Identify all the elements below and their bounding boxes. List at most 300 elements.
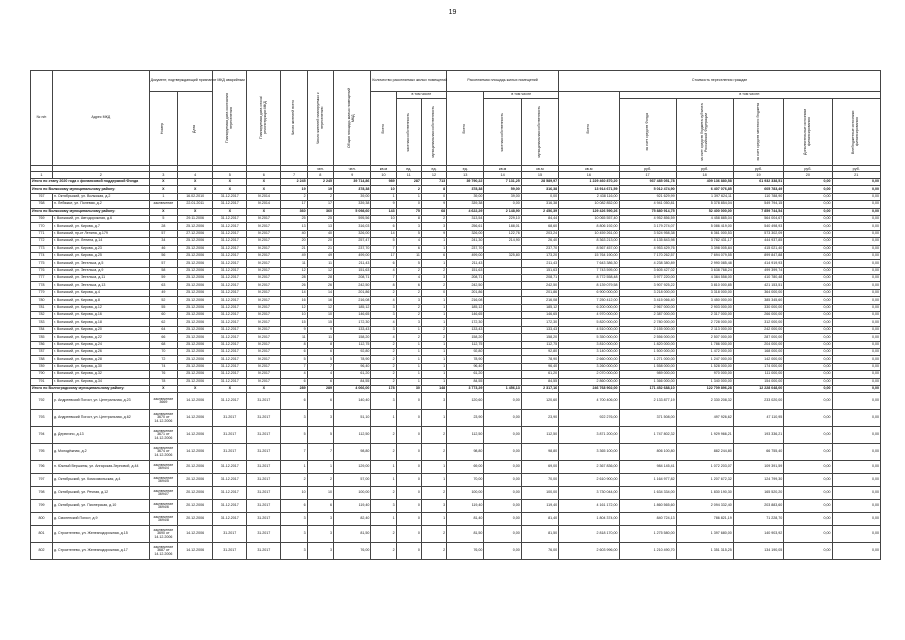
table-cell: заключение 3674 от 14.12.2006 bbox=[149, 444, 178, 461]
table-cell: 794 bbox=[31, 427, 53, 444]
table-cell: 3 bbox=[421, 393, 446, 410]
table-cell: 31.12.2017 bbox=[213, 282, 247, 289]
table-cell: 4 bbox=[371, 334, 396, 341]
table-cell: 193 336,21 bbox=[733, 427, 784, 444]
table-cell: 364 000,00 bbox=[733, 289, 784, 296]
table-cell: 0 bbox=[396, 513, 421, 526]
table-cell: 2 bbox=[421, 267, 446, 274]
table-row bbox=[31, 215, 881, 222]
header-rooms-group: Количество расселяемых жилых помещений bbox=[371, 71, 447, 92]
table-cell: 1 bbox=[307, 461, 333, 474]
table-cell: 1 528 000,00 bbox=[676, 363, 733, 370]
table-cell: 25.12.2006 bbox=[178, 223, 213, 230]
table-cell: 4 238 380,89 bbox=[619, 260, 676, 267]
table-cell: 34 bbox=[149, 238, 178, 245]
table-cell: 20 bbox=[307, 238, 333, 245]
table-cell: 31.2017 bbox=[213, 444, 247, 461]
table-cell: 20.12.2006 bbox=[178, 487, 213, 500]
table-cell: 178 bbox=[371, 385, 396, 392]
table-cell: 27.12.2006 bbox=[178, 230, 213, 237]
table-cell: 3 bbox=[396, 319, 421, 326]
table-row bbox=[31, 223, 881, 230]
table-cell: 0,00 bbox=[784, 526, 832, 543]
table-cell: 140 903,92 bbox=[733, 526, 784, 543]
table-cell: 1 558 000,00 bbox=[619, 363, 676, 370]
table-cell: заключение 3694/8 bbox=[149, 513, 178, 526]
table-cell bbox=[484, 341, 521, 348]
table-cell: г. Волжский, ул. Энгельса, д.9 bbox=[52, 267, 149, 274]
table-cell: 2 bbox=[371, 444, 396, 461]
table-cell: 61,20 bbox=[521, 371, 558, 378]
table-cell: 4 941 050,81 bbox=[619, 201, 676, 208]
table-cell: IV.2017 bbox=[247, 260, 281, 267]
table-cell: 211,43 bbox=[447, 260, 484, 267]
table-cell: 2 818 170,00 bbox=[559, 526, 619, 543]
table-cell: 1 bbox=[396, 371, 421, 378]
table-cell: 59 bbox=[149, 275, 178, 282]
table-cell: 989 000,00 bbox=[619, 371, 676, 378]
table-cell: 339,38 bbox=[447, 201, 484, 208]
table-cell bbox=[484, 260, 521, 267]
table-cell: 14.12.2006 bbox=[178, 410, 213, 427]
table-row bbox=[31, 410, 881, 427]
table-cell: 49 bbox=[149, 289, 178, 296]
table-cell: X bbox=[178, 179, 213, 186]
table-cell: IV.2017 bbox=[247, 363, 281, 370]
table-cell: 14.12.2006 bbox=[178, 393, 213, 410]
table-cell: 791 bbox=[31, 378, 53, 385]
table-cell: 1 229 460 870,20 bbox=[559, 179, 619, 186]
table-cell: 1 275 580,00 bbox=[619, 526, 676, 543]
table-cell: 158,20 bbox=[334, 334, 371, 341]
table-row bbox=[31, 260, 881, 267]
table-cell: 246 768 902,00 bbox=[559, 385, 619, 392]
table-cell: 1 634 334,00 bbox=[619, 487, 676, 500]
table-cell: IV.2017 bbox=[247, 245, 281, 252]
table-cell: г. Волжский, ул. Кирова, д.34 bbox=[52, 378, 149, 385]
table-cell: г. Волжский, ул. Кирова, д.18 bbox=[52, 319, 149, 326]
table-cell: 31.2017 bbox=[247, 500, 281, 513]
table-cell: 0,00 bbox=[784, 393, 832, 410]
table-cell: 2 bbox=[396, 304, 421, 311]
table-cell: 1 bbox=[421, 245, 446, 252]
table-cell: п. Южный Вершины, ул. Ангарская-Зерновой, д.44 bbox=[52, 461, 149, 474]
table-cell: 0,00 bbox=[832, 543, 880, 560]
table-cell: 0,00 bbox=[784, 245, 832, 252]
column-number-cell: 6 bbox=[247, 172, 281, 179]
table-cell: 0,00 bbox=[832, 487, 880, 500]
table-cell: 19 bbox=[307, 186, 333, 193]
table-cell: 242 000,00 bbox=[733, 326, 784, 333]
unit-cell: чел. bbox=[334, 166, 371, 172]
table-cell: д. Андреевский Погост, ул. Центральная, д.62 bbox=[52, 410, 149, 427]
table-cell: Итого по Волжскому муниципальному району: bbox=[31, 208, 150, 215]
table-cell bbox=[484, 356, 521, 363]
table-cell: 1 bbox=[421, 312, 446, 319]
table-row bbox=[31, 461, 881, 474]
table-cell: 786 bbox=[31, 341, 53, 348]
table-cell: 1 472 000,00 bbox=[676, 348, 733, 355]
table-cell: 5 bbox=[307, 427, 333, 444]
table-cell: 158,20 bbox=[521, 334, 558, 341]
unit-cell: ед. bbox=[421, 166, 446, 172]
table-cell: 444 937,85 bbox=[733, 238, 784, 245]
table-cell: 5 350 000,00 bbox=[559, 334, 619, 341]
table-cell: 31.12.2017 bbox=[213, 267, 247, 274]
table-cell: 16.02.2010 bbox=[178, 193, 213, 200]
table-cell: 0,00 bbox=[784, 179, 832, 186]
table-cell: 3 bbox=[371, 326, 396, 333]
table-cell bbox=[484, 275, 521, 282]
table-cell: г. Волжский, ул. Кирова, д.22 bbox=[52, 334, 149, 341]
table-cell: 5 bbox=[396, 230, 421, 237]
table-cell: 81,50 bbox=[521, 526, 558, 543]
table-cell: 0 bbox=[396, 393, 421, 410]
table-cell: 25.12.2006 bbox=[178, 326, 213, 333]
table-cell: 2 bbox=[371, 289, 396, 296]
table-cell: 5 bbox=[281, 427, 307, 444]
table-cell: д. Строителево, ул. Железнодорожная, д.15 bbox=[52, 526, 149, 543]
table-cell: IV.2017 bbox=[247, 230, 281, 237]
header-no: № п/п bbox=[31, 71, 53, 166]
table-cell: 2 387 000,00 bbox=[619, 312, 676, 319]
table-cell: 31.2017 bbox=[247, 513, 281, 526]
table-cell: 1 340 000,00 bbox=[676, 378, 733, 385]
table-row bbox=[31, 526, 881, 543]
table-cell: 2 bbox=[396, 186, 421, 193]
table-cell: 0,00 bbox=[832, 297, 880, 304]
table-cell: 6 bbox=[371, 260, 396, 267]
table-cell: 0 bbox=[396, 410, 421, 427]
table-cell: 1 207 672,32 bbox=[676, 474, 733, 487]
table-cell: 2 bbox=[421, 526, 446, 543]
table-cell: 1 bbox=[396, 326, 421, 333]
table-cell: 172,30 bbox=[334, 319, 371, 326]
table-row bbox=[31, 267, 881, 274]
table-cell: 0 bbox=[396, 427, 421, 444]
table-cell: 0 bbox=[396, 461, 421, 474]
table-cell: 1 bbox=[396, 193, 421, 200]
table-cell: 1 bbox=[396, 356, 421, 363]
table-cell: 0,00 bbox=[832, 461, 880, 474]
header-people-count: Число жителей всего bbox=[291, 100, 296, 136]
table-cell: 2 bbox=[307, 474, 333, 487]
table-cell: 68 bbox=[421, 208, 446, 215]
table-cell: 371 508,00 bbox=[619, 410, 676, 427]
table-cell: 39 790,22 bbox=[447, 179, 484, 186]
table-cell: 140,40 bbox=[334, 393, 371, 410]
table-cell: 63 bbox=[149, 282, 178, 289]
table-cell: 2 660 000,00 bbox=[559, 356, 619, 363]
table-cell: 790 bbox=[31, 371, 53, 378]
table-cell: 6 bbox=[281, 378, 307, 385]
table-cell: 378,38 bbox=[334, 186, 371, 193]
table-cell: 0,00 bbox=[784, 193, 832, 200]
table-cell: 31.2017 bbox=[247, 444, 281, 461]
table-cell: 316,38 bbox=[521, 201, 558, 208]
table-cell: 2 860 000,00 bbox=[559, 378, 619, 385]
table-cell: 31.12.2017 bbox=[213, 245, 247, 252]
table-cell: 61,20 bbox=[447, 371, 484, 378]
table-cell: 25 bbox=[281, 215, 307, 222]
table-cell: 767 bbox=[31, 193, 53, 200]
table-cell: 7 131,25 bbox=[484, 179, 521, 186]
table-cell: 61 932 338,51 bbox=[733, 179, 784, 186]
table-cell: 25.12.2006 bbox=[178, 371, 213, 378]
table-cell: 10 bbox=[281, 487, 307, 500]
table-cell: 3 bbox=[371, 500, 396, 513]
table-cell: 8 bbox=[396, 215, 421, 222]
table-cell: 0,00 bbox=[484, 444, 521, 461]
table-cell: 6 bbox=[421, 252, 446, 259]
table-cell: 25.12.2006 bbox=[178, 356, 213, 363]
table-cell: 2 bbox=[421, 427, 446, 444]
table-cell: 82,40 bbox=[334, 513, 371, 526]
table-cell: 0,00 bbox=[484, 474, 521, 487]
table-cell: 151,63 bbox=[521, 267, 558, 274]
header-planned-demolition: Планируемая дата сноса/реконструкции МКД bbox=[259, 96, 267, 140]
table-cell: 326,00 bbox=[334, 230, 371, 237]
table-cell: 360 bbox=[281, 208, 307, 215]
table-cell: 39 714,86 bbox=[334, 179, 371, 186]
table-cell: 0,00 bbox=[521, 193, 558, 200]
table-cell: 4 952 856,59 bbox=[619, 215, 676, 222]
unit-cell: ед. bbox=[447, 166, 484, 172]
table-cell: 28 bbox=[307, 275, 333, 282]
table-cell: 31.12.2017 bbox=[213, 193, 247, 200]
table-cell: 4 bbox=[396, 238, 421, 245]
table-cell: 921 629,99 bbox=[619, 193, 676, 200]
header-people-planned: Число жителей планируемых к переселению bbox=[315, 92, 324, 144]
table-cell: 237,70 bbox=[447, 245, 484, 252]
table-cell: 154 000,00 bbox=[733, 378, 784, 385]
table-cell: 2 245 bbox=[281, 179, 307, 186]
table-cell: 2 556 000,00 bbox=[619, 334, 676, 341]
table-cell: 3 638 768,24 bbox=[676, 267, 733, 274]
table-cell: IV.2017 bbox=[247, 267, 281, 274]
table-cell: 0,00 bbox=[784, 223, 832, 230]
table-cell: 6 bbox=[396, 245, 421, 252]
table-cell: 3 bbox=[307, 410, 333, 427]
table-cell: 69,00 bbox=[447, 461, 484, 474]
table-cell: 573 302,09 bbox=[733, 230, 784, 237]
table-cell: 3 140 000,00 bbox=[559, 348, 619, 355]
table-cell: 1 bbox=[396, 341, 421, 348]
table-cell: 57,00 bbox=[334, 474, 371, 487]
table-cell: 10 082 852,00 bbox=[559, 201, 619, 208]
table-cell: 171 452 688,10 bbox=[619, 385, 676, 392]
table-row bbox=[31, 304, 881, 311]
page-number: 19 bbox=[448, 9, 457, 16]
table-cell: 3 179 274,07 bbox=[619, 223, 676, 230]
table-cell: X bbox=[247, 208, 281, 215]
table-cell: 110 788,90 bbox=[733, 193, 784, 200]
table-cell: 3 bbox=[281, 513, 307, 526]
table-cell: 2 148,90 bbox=[484, 208, 521, 215]
table-cell: 1 bbox=[421, 363, 446, 370]
table-cell: 0,00 bbox=[784, 326, 832, 333]
table-cell: 2 bbox=[421, 215, 446, 222]
table-cell: 970 000,00 bbox=[676, 371, 733, 378]
table-row bbox=[31, 289, 881, 296]
unit-cell: ед. bbox=[396, 166, 421, 172]
table-cell: 3 218 000,00 bbox=[619, 289, 676, 296]
table-cell: 0 bbox=[421, 193, 446, 200]
table-cell: 0,00 bbox=[832, 304, 880, 311]
table-cell: 780 bbox=[31, 297, 53, 304]
table-cell: 776 bbox=[31, 267, 53, 274]
table-cell: 6 900 000,00 bbox=[559, 289, 619, 296]
table-cell: 316,38 bbox=[521, 186, 558, 193]
table-cell: 98,80 bbox=[521, 444, 558, 461]
table-cell: 112,75 bbox=[521, 341, 558, 348]
table-cell: 7 bbox=[281, 363, 307, 370]
table-cell: 81,50 bbox=[447, 526, 484, 543]
table-cell: 2 317,16 bbox=[521, 385, 558, 392]
table-cell: 3 260 000,00 bbox=[559, 363, 619, 370]
table-cell: 1 bbox=[421, 319, 446, 326]
table-cell: 20.12.2006 bbox=[178, 513, 213, 526]
header-rooms-municipal: муниципальная собственность bbox=[431, 106, 436, 158]
table-cell: 330 000,00 bbox=[733, 304, 784, 311]
table-cell: 10 bbox=[307, 312, 333, 319]
header-offbudget: Внебюджетные источники финансирования bbox=[851, 110, 860, 154]
table-cell: 111 000,00 bbox=[733, 371, 784, 378]
table-cell: 185,12 bbox=[334, 304, 371, 311]
table-cell: 0,00 bbox=[784, 444, 832, 461]
table-cell: IV.2017 bbox=[247, 319, 281, 326]
table-cell: 3 bbox=[371, 393, 396, 410]
table-cell: 7 250 412,00 bbox=[559, 297, 619, 304]
table-cell: 12 bbox=[281, 267, 307, 274]
table-cell: 0,00 bbox=[784, 252, 832, 259]
table-cell: X bbox=[247, 385, 281, 392]
table-cell: 8 bbox=[371, 282, 396, 289]
table-cell: 5 bbox=[307, 356, 333, 363]
table-cell: 20.12.2006 bbox=[178, 461, 213, 474]
table-cell: 4 970 000,00 bbox=[559, 312, 619, 319]
column-number-cell: 2 bbox=[52, 172, 149, 179]
table-cell: 0,00 bbox=[784, 208, 832, 215]
table-cell: 3 bbox=[421, 223, 446, 230]
table-cell: 158,20 bbox=[447, 334, 484, 341]
table-cell: 0,00 bbox=[832, 334, 880, 341]
table-cell: 409 136 880,58 bbox=[676, 179, 733, 186]
table-cell: 10 459 261,00 bbox=[559, 230, 619, 237]
table-cell bbox=[484, 348, 521, 355]
table-cell: 76,00 bbox=[334, 543, 371, 560]
table-cell: 64 bbox=[149, 326, 178, 333]
table-cell: 98,80 bbox=[334, 444, 371, 461]
unit-cell: руб. bbox=[733, 166, 784, 172]
table-cell: 98,80 bbox=[447, 444, 484, 461]
table-cell: 1 bbox=[421, 304, 446, 311]
table-cell: 96,40 bbox=[334, 363, 371, 370]
table-cell: IV.2017 bbox=[247, 334, 281, 341]
table-cell bbox=[484, 245, 521, 252]
table-cell: 326,00 bbox=[447, 230, 484, 237]
header-additional: Дополнительные источники финансирования bbox=[803, 108, 811, 156]
table-cell: 9 bbox=[371, 201, 396, 208]
table-cell: 4 bbox=[371, 319, 396, 326]
table-cell: 0,00 bbox=[832, 215, 880, 222]
table-cell: 6 bbox=[281, 348, 307, 355]
table-cell: 31.2017 bbox=[247, 487, 281, 500]
table-cell: 57 bbox=[149, 260, 178, 267]
table-cell: 0,00 bbox=[784, 312, 832, 319]
table-cell: 3 977 220,00 bbox=[619, 275, 676, 282]
table-cell: 3 773,29 bbox=[447, 385, 484, 392]
table-cell: 1 bbox=[149, 193, 178, 200]
table-cell: 25.12.2006 bbox=[178, 267, 213, 274]
table-cell: 2 bbox=[307, 193, 333, 200]
table-cell: 1 397 680,00 bbox=[676, 526, 733, 543]
table-cell: 0,00 bbox=[832, 500, 880, 513]
table-cell: 3 365 100,00 bbox=[559, 444, 619, 461]
table-cell: 96,40 bbox=[521, 363, 558, 370]
table-cell: 989 bbox=[371, 179, 396, 186]
table-cell: 0,00 bbox=[832, 289, 880, 296]
table-cell: 564 004,67 bbox=[733, 215, 784, 222]
table-cell: 801 bbox=[31, 526, 53, 543]
table-cell: 0,00 bbox=[832, 393, 880, 410]
table-cell: г. Волжский, ул. Кирова, д.12 bbox=[52, 304, 149, 311]
table-cell: 806 100,80 bbox=[619, 444, 676, 461]
table-cell: 6 bbox=[307, 348, 333, 355]
table-cell: 31.2017 bbox=[247, 461, 281, 474]
table-cell: 142 000,00 bbox=[733, 356, 784, 363]
table-cell: 0,00 bbox=[784, 378, 832, 385]
table-cell: 0 bbox=[396, 487, 421, 500]
table-cell: д. Октябрьский, ул. Комсомольская, д.4 bbox=[52, 474, 149, 487]
table-cell: 3 bbox=[307, 513, 333, 526]
table-cell: Итого по Волжскому муниципальному району: bbox=[31, 186, 150, 193]
table-cell: 7 bbox=[371, 275, 396, 282]
table-cell: 1 786 000,00 bbox=[676, 341, 733, 348]
table-cell: 2 bbox=[371, 371, 396, 378]
table-cell: 0,00 bbox=[784, 410, 832, 427]
table-cell: 3 415 066,40 bbox=[619, 297, 676, 304]
table-cell: д. Октябрьский, ул. Речная, д.12 bbox=[52, 487, 149, 500]
table-cell: 146,65 bbox=[447, 312, 484, 319]
table-cell: 11 bbox=[396, 252, 421, 259]
table-cell: X bbox=[178, 385, 213, 392]
table-cell: 410 780,48 bbox=[733, 275, 784, 282]
table-cell: 0,00 bbox=[832, 193, 880, 200]
table-cell: 201,86 bbox=[334, 289, 371, 296]
table-row bbox=[31, 326, 881, 333]
unit-cell: руб. bbox=[784, 166, 832, 172]
table-cell: 0,00 bbox=[484, 526, 521, 543]
table-cell: 7 bbox=[281, 444, 307, 461]
table-cell: 497 926,62 bbox=[676, 410, 733, 427]
table-cell: 3 bbox=[371, 304, 396, 311]
table-cell: 0,00 bbox=[832, 371, 880, 378]
table-cell: 0 bbox=[396, 474, 421, 487]
table-cell: 208,71 bbox=[521, 275, 558, 282]
table-cell: 0 bbox=[396, 526, 421, 543]
table-cell: Итого по этапу 2020 года с финансовой поддержкой Фонда bbox=[31, 179, 150, 186]
table-cell: 173,20 bbox=[521, 252, 558, 259]
table-cell: 0,00 bbox=[832, 230, 880, 237]
table-cell: 840 724,13 bbox=[619, 513, 676, 526]
table-cell: 30 bbox=[396, 385, 421, 392]
table-cell: 0,00 bbox=[784, 348, 832, 355]
table-cell: 216,08 bbox=[447, 297, 484, 304]
table-row bbox=[31, 193, 881, 200]
table-cell: 768 bbox=[31, 201, 53, 208]
table-cell: 793 bbox=[31, 410, 53, 427]
